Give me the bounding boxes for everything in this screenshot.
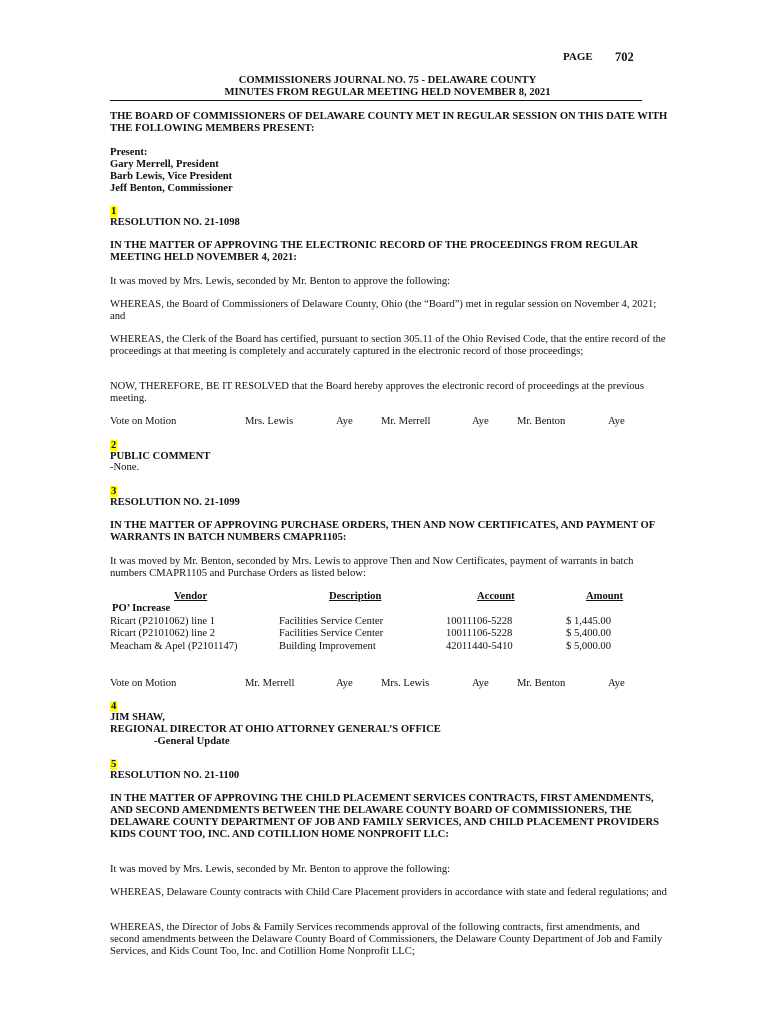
item3-title: IN THE MATTER OF APPROVING PURCHASE ORDERS, THEN AND NOW CERTIFICATES, AND PAYMENT OF WARRANTS IN BATCH NUMBERS CMAPR1105: — [110, 520, 655, 543]
item-number-4: 4 — [111, 701, 117, 712]
member-commissioner: Jeff Benton, Commissioner — [110, 183, 233, 194]
vote-label: Vote on Motion — [110, 678, 177, 689]
vote-member-1: Mrs. Lewis — [245, 416, 294, 427]
vote-member-2: Mr. Merrell — [381, 416, 431, 427]
item1-resolved: NOW, THEREFORE, BE IT RESOLVED that the Board hereby approves the electronic record of proceedings at the previous meeting. — [110, 381, 644, 404]
vote-value-1: Aye — [336, 416, 353, 427]
item-number-1: 1 — [111, 206, 117, 217]
cell-vendor: Ricart (P2101062) line 2 — [110, 628, 216, 639]
cell-account: 10011106-5228 — [446, 628, 513, 639]
vote-value-2: Aye — [472, 678, 489, 689]
table-group-label: PO’ Increase — [112, 603, 171, 614]
public-comment-title: PUBLIC COMMENT — [110, 451, 211, 462]
present-label: Present: — [110, 147, 148, 158]
vote-value-2: Aye — [472, 416, 489, 427]
item-number-3: 3 — [111, 486, 117, 497]
item5-title: IN THE MATTER OF APPROVING THE CHILD PLACEMENT SERVICES CONTRACTS, FIRST AMENDMENTS, AND SECOND AMENDMENTS BETWEEN THE DELAWARE COUNTY BOARD OF COMMISSIONERS, THE DELAWARE COUNTY DEPARTMENT OF JOB AND FAMILY SERVICES, AND CHILD PLACEMENT PROVIDERS KIDS COUNT TOO, INC. AND COTILLION HOME NONPROFIT LLC: — [110, 793, 660, 840]
col-header-account: Account — [477, 591, 515, 602]
session-statement: THE BOARD OF COMMISSIONERS OF DELAWARE COUNTY MET IN REGULAR SESSION ON THIS DATE WITH THE FOLLOWING MEMBERS PRESENT: — [110, 111, 668, 134]
cell-description: Facilities Service Center — [279, 628, 384, 639]
vote-label: Vote on Motion — [110, 416, 177, 427]
cell-vendor: Meacham & Apel (P2101147) — [110, 641, 238, 652]
vote-value-3: Aye — [608, 416, 625, 427]
resolution-21-1100: RESOLUTION NO. 21-1100 — [110, 770, 240, 781]
item5-whereas-1: WHEREAS, Delaware County contracts with Child Care Placement providers in accordance with state and federal regulations; and — [110, 887, 667, 898]
vote-member-2: Mrs. Lewis — [381, 678, 430, 689]
member-president: Gary Merrell, President — [110, 159, 219, 170]
cell-vendor: Ricart (P2101062) line 1 — [110, 616, 216, 627]
cell-account: 42011440-5410 — [446, 641, 513, 652]
page-number: 702 — [615, 50, 634, 64]
vote-member-3: Mr. Benton — [517, 416, 566, 427]
page-label: PAGE — [563, 51, 593, 63]
vote-value-1: Aye — [336, 678, 353, 689]
item1-whereas-2: WHEREAS, the Clerk of the Board has certified, pursuant to section 305.11 of the Ohio Revised Code, that the entire record of the proceedings at that meeting is completely and accurately captured in the electronic record of those proceedings; — [110, 334, 666, 357]
vote-member-1: Mr. Merrell — [245, 678, 295, 689]
item1-vote-row — [110, 416, 670, 429]
item5-whereas-2: WHEREAS, the Director of Jobs & Family Services recommends approval of the following contracts, first amendments, and second amendments between the Delaware County Board of Commissioners, the Delaware County Department of Job and Family Services, and Kids Count Too, Inc. and Cotillion Home Nonprofit LLC; — [110, 922, 663, 957]
col-header-amount: Amount — [586, 591, 624, 602]
speaker-name: JIM SHAW, — [110, 712, 165, 723]
cell-description: Facilities Service Center — [279, 616, 384, 627]
minutes-title: MINUTES FROM REGULAR MEETING HELD NOVEMBER 8, 2021 — [224, 87, 551, 98]
resolution-21-1098: RESOLUTION NO. 21-1098 — [110, 217, 240, 228]
cell-amount: $ 1,445.00 — [566, 616, 612, 627]
vote-value-3: Aye — [608, 678, 625, 689]
cell-account: 10011106-5228 — [446, 616, 513, 627]
header-rule — [110, 100, 642, 101]
resolution-21-1099: RESOLUTION NO. 21-1099 — [110, 497, 240, 508]
cell-amount: $ 5,400.00 — [566, 628, 612, 639]
item-number-5: 5 — [111, 759, 117, 770]
speaker-role: REGIONAL DIRECTOR AT OHIO ATTORNEY GENERAL’S OFFICE — [110, 724, 441, 735]
journal-title: COMMISSIONERS JOURNAL NO. 75 - DELAWARE COUNTY — [238, 75, 537, 86]
item1-title: IN THE MATTER OF APPROVING THE ELECTRONIC RECORD OF THE PROCEEDINGS FROM REGULAR MEETING HELD NOVEMBER 4, 2021: — [110, 240, 639, 263]
public-comment-text: -None. — [110, 462, 140, 473]
cell-amount: $ 5,000.00 — [566, 641, 612, 652]
speaker-topic: -General Update — [154, 736, 230, 747]
item1-whereas-1: WHEREAS, the Board of Commissioners of Delaware County, Ohio (the “Board”) met in regular session on November 4, 2021; and — [110, 299, 657, 322]
item3-vote-row — [110, 678, 670, 691]
item3-moved: It was moved by Mr. Benton, seconded by Mrs. Lewis to approve Then and Now Certificates, payment of warrants in batch numbers CMAPR1105 and Purchase Orders as listed below: — [110, 556, 634, 579]
item-number-2: 2 — [111, 440, 117, 451]
col-header-description: Description — [329, 591, 382, 602]
member-vice-president: Barb Lewis, Vice President — [110, 171, 233, 182]
item5-moved: It was moved by Mrs. Lewis, seconded by Mr. Benton to approve the following: — [110, 864, 451, 875]
table-row — [110, 628, 670, 641]
col-header-vendor: Vendor — [174, 591, 208, 602]
item1-moved: It was moved by Mrs. Lewis, seconded by Mr. Benton to approve the following: — [110, 276, 451, 287]
vote-member-3: Mr. Benton — [517, 678, 566, 689]
cell-description: Building Improvement — [279, 641, 376, 652]
table-row — [110, 641, 670, 654]
